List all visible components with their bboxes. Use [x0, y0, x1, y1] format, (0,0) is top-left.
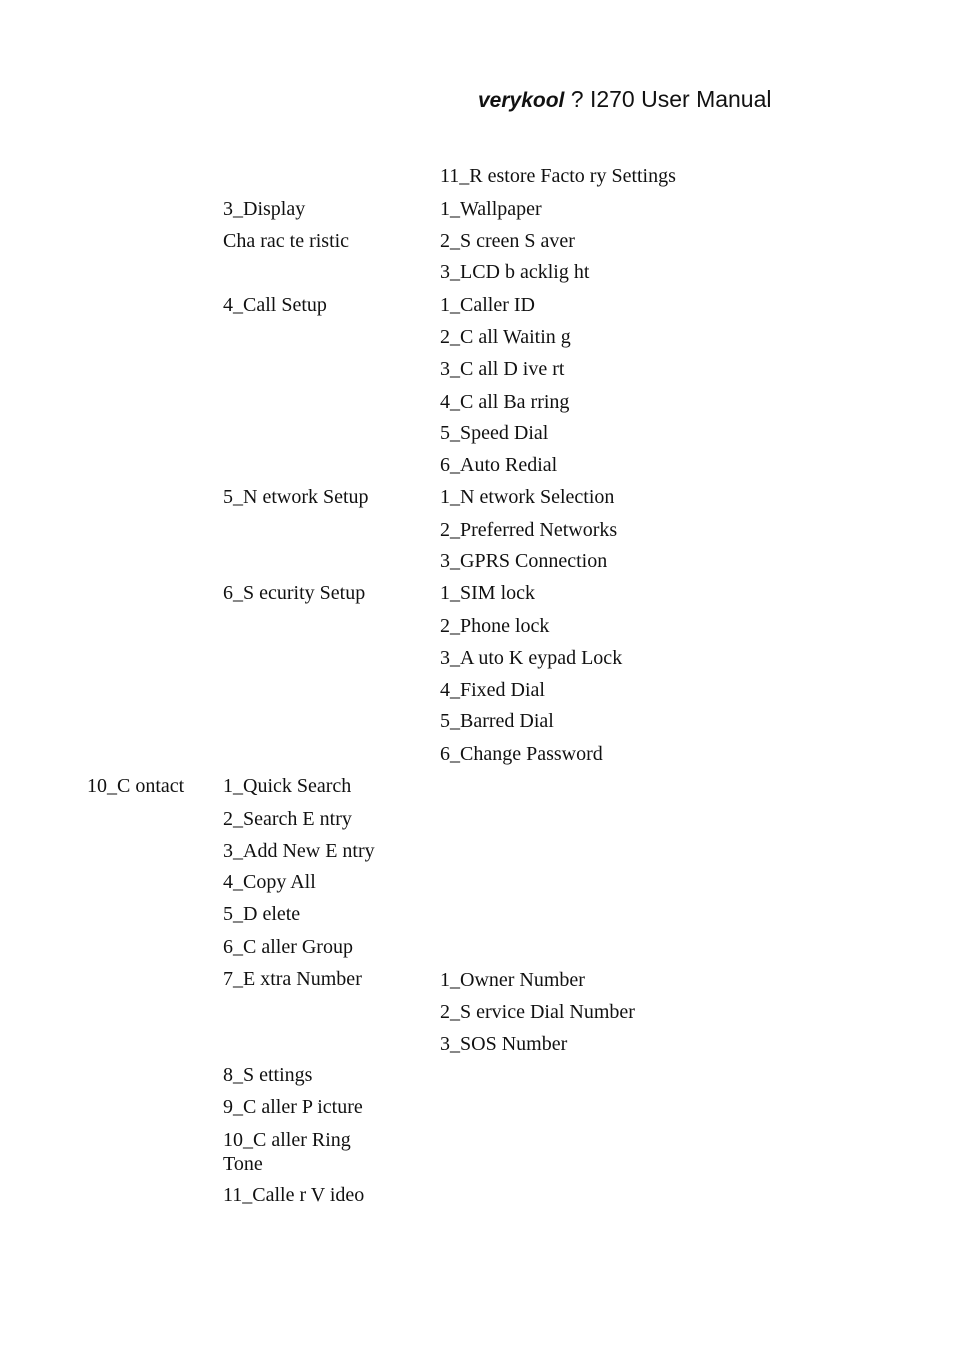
menu-item: 4_C all Ba rring — [440, 391, 570, 413]
menu-item: 6_Auto Redial — [440, 454, 558, 476]
menu-item: 2_C all Waitin g — [440, 326, 571, 348]
menu-item: 5_Speed Dial — [440, 422, 549, 444]
menu-item: 1_Caller ID — [440, 294, 535, 316]
menu-item: 6_Change Password — [440, 743, 603, 765]
menu-item: 2_S creen S aver — [440, 230, 575, 252]
menu-item: 9_C aller P icture — [223, 1096, 363, 1118]
menu-item: 4_Copy All — [223, 871, 316, 893]
menu-item: 3_C all D ive rt — [440, 358, 565, 380]
menu-item: 3_GPRS Connection — [440, 550, 608, 572]
menu-item: 8_S ettings — [223, 1064, 313, 1086]
menu-item: 4_Fixed Dial — [440, 679, 545, 701]
menu-item: 1_N etwork Selection — [440, 486, 615, 508]
submenu-security-setup-label: 6_S ecurity Setup — [223, 582, 366, 604]
submenu-display-label: 3_Display — [223, 198, 306, 220]
menu-item: 6_C aller Group — [223, 936, 353, 958]
menu-item: 1_SIM lock — [440, 582, 535, 604]
menu-item: 5_D elete — [223, 903, 301, 925]
menu-item: 1_Owner Number — [440, 969, 585, 991]
menu-item: 10_C aller Ring — [223, 1129, 351, 1151]
menu-item-restore-factory-settings: 11_R estore Facto ry Settings — [440, 165, 676, 187]
brand-name: verykool — [478, 89, 565, 112]
menu-item: 2_S ervice Dial Number — [440, 1001, 635, 1023]
menu-item: 5_Barred Dial — [440, 710, 554, 732]
menu-item: 2_Preferred Networks — [440, 519, 618, 541]
menu-item: 3_LCD b acklig ht — [440, 261, 590, 283]
menu-item: 3_Add New E ntry — [223, 840, 375, 862]
submenu-display-label-cont: Cha rac te ristic — [223, 230, 350, 252]
submenu-call-setup-label: 4_Call Setup — [223, 294, 327, 316]
menu-item: 11_Calle r V ideo — [223, 1184, 365, 1206]
submenu-network-setup-label: 5_N etwork Setup — [223, 486, 369, 508]
menu-item-cont: Tone — [223, 1153, 263, 1175]
menu-item: 2_Phone lock — [440, 615, 550, 637]
menu-item: 3_A uto K eypad Lock — [440, 647, 623, 669]
menu-item: 7_E xtra Number — [223, 968, 362, 990]
manual-title: ? I270 User Manual — [564, 86, 772, 112]
menu-item: 1_Quick Search — [223, 775, 352, 797]
menu-item: 3_SOS Number — [440, 1033, 568, 1055]
menu-contact-label: 10_C ontact — [87, 775, 185, 797]
menu-item: 1_Wallpaper — [440, 198, 542, 220]
menu-item: 2_Search E ntry — [223, 808, 352, 830]
page-header — [478, 86, 772, 113]
